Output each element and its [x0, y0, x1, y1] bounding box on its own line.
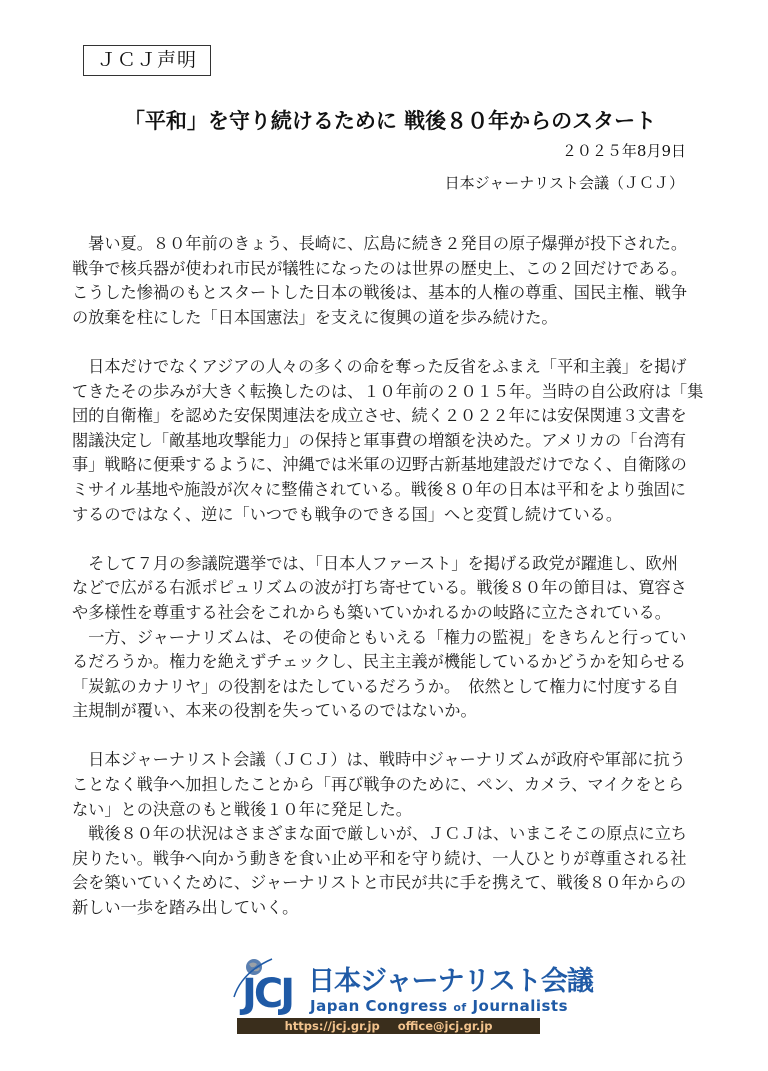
- text-line: そして７月の参議院選挙では、「日本人ファースト」を掲げる政党が躍進し、欧州: [72, 553, 678, 573]
- text-line: 戻りたい。戦争へ向かう動きを食い止め平和を守り続け、一人ひとりが尊重される社: [72, 848, 687, 868]
- text-line: 閣議決定し「敵基地攻撃能力」の保持と軍事費の増額を決めた。アメリカの「台湾有: [72, 430, 686, 450]
- logo-en-part1: Japan Congress: [310, 997, 448, 1015]
- text-line: 団的自衛権」を認めた安保関連法を成立させ、続く２０２２年には安保関連３文書を: [72, 406, 687, 426]
- text-line: 「炭鉱のカナリヤ」の役割をはたしているだろうか。 依然として権力に忖度する自: [72, 676, 679, 696]
- text-line: 暑い夏。８０年前のきょう、長崎に、広島に続き２発目の原子爆弾が投下された。: [72, 234, 688, 253]
- logo-name-japanese: 日本ジャーナリスト会議: [308, 966, 593, 997]
- text-line: こうした惨禍のもとスタートした日本の戦後は、基本的人権の尊重、国民主権、戦争: [72, 283, 688, 303]
- logo-mark-text: JCJ: [242, 971, 293, 1017]
- logo-name-english: [310, 997, 568, 1017]
- text-line: 戦後８０年の状況はさまざまな面で厳しいが、ＪＣＪは、いまこそこの原点に立ち: [72, 824, 688, 844]
- text-line: 一方、ジャーナリズムは、その使命ともいえる「権力の監視」をきちんと行ってい: [72, 627, 687, 647]
- paragraph-3: [72, 552, 700, 724]
- logo-en-of: of: [453, 1001, 467, 1014]
- paragraph-gap: [72, 330, 700, 355]
- contact-email[interactable]: office@jcj.gr.jp: [397, 1019, 493, 1033]
- jcj-logo: [232, 957, 593, 1037]
- document-title: 「平和」を守り続けるために 戦後８０年からのスタート: [123, 109, 657, 133]
- text-line: 新しい一歩を踏み出していく。: [72, 898, 299, 918]
- text-line: 日本ジャーナリスト会議（ＪＣＪ）は、戦時中ジャーナリズムが政府や軍部に抗う: [72, 750, 686, 770]
- paragraph-2: [72, 355, 704, 527]
- text-line: ことなく戦争へ加担したことから「再び戦争のために、ペン、カメラ、マイクをとら: [72, 775, 684, 795]
- paragraph-4: [72, 748, 700, 920]
- statement-body: [72, 232, 704, 921]
- text-line: ない」との決意のもと戦後１０年に発足した。: [72, 799, 412, 819]
- website-url[interactable]: https://jcj.gr.jp: [284, 1019, 380, 1033]
- text-line: 戦争で核兵器が使われ市民が犠牲になったのは世界の歴史上、この２回だけである。: [72, 258, 688, 278]
- text-line: や多様性を尊重する社会をこれからも築いていかれるかの岐路に立たされている。: [72, 602, 671, 622]
- text-line: るだろうか。権力を絶えずチェックし、民主主義が機能しているかどうかを知らせる: [72, 652, 687, 672]
- text-line: 事」戦略に便乗するように、沖縄では米軍の辺野古新基地建設だけでなく、自衛隊の: [72, 455, 687, 475]
- text-line: の放棄を柱にした「日本国憲法」を支えに復興の道を歩み続けた。: [72, 307, 558, 327]
- statement-label-box: [83, 45, 211, 76]
- paragraph-gap: [72, 527, 700, 552]
- issuing-organization: 日本ジャーナリスト会議（ＪＣＪ）: [444, 174, 684, 192]
- text-line: などで広がる右派ポピュリズムの波が打ち寄せている。戦後８０年の節目は、寛容さ: [72, 578, 687, 598]
- contact-bar: [237, 1018, 540, 1034]
- text-line: 主規制が覆い、本来の役割を失っているのではないか。: [72, 701, 477, 721]
- document-date: ２０２５年8月9日: [561, 142, 686, 160]
- text-line: するのではなく、逆に「いつでも戦争のできる国」へと変質し続けている。: [72, 504, 623, 524]
- text-line: ミサイル基地や施設が次々に整備されている。戦後８０年の日本は平和をより強固に: [72, 479, 686, 499]
- text-line: てきたその歩みが大きく転換したのは、１０年前の２０１５年。当時の自公政府は「集: [72, 381, 704, 401]
- statement-label: ＪＣＪ声明: [96, 49, 197, 71]
- text-line: 日本だけでなくアジアの人々の多くの命を奪った反省をふまえ「平和主義」を掲げ: [72, 356, 687, 376]
- paragraph-1: [72, 232, 700, 330]
- text-line: 会を築いていくために、ジャーナリストと市民が共に手を携えて、戦後８０年からの: [72, 873, 687, 893]
- paragraph-gap: [72, 724, 700, 749]
- logo-en-part2: Journalists: [472, 997, 569, 1015]
